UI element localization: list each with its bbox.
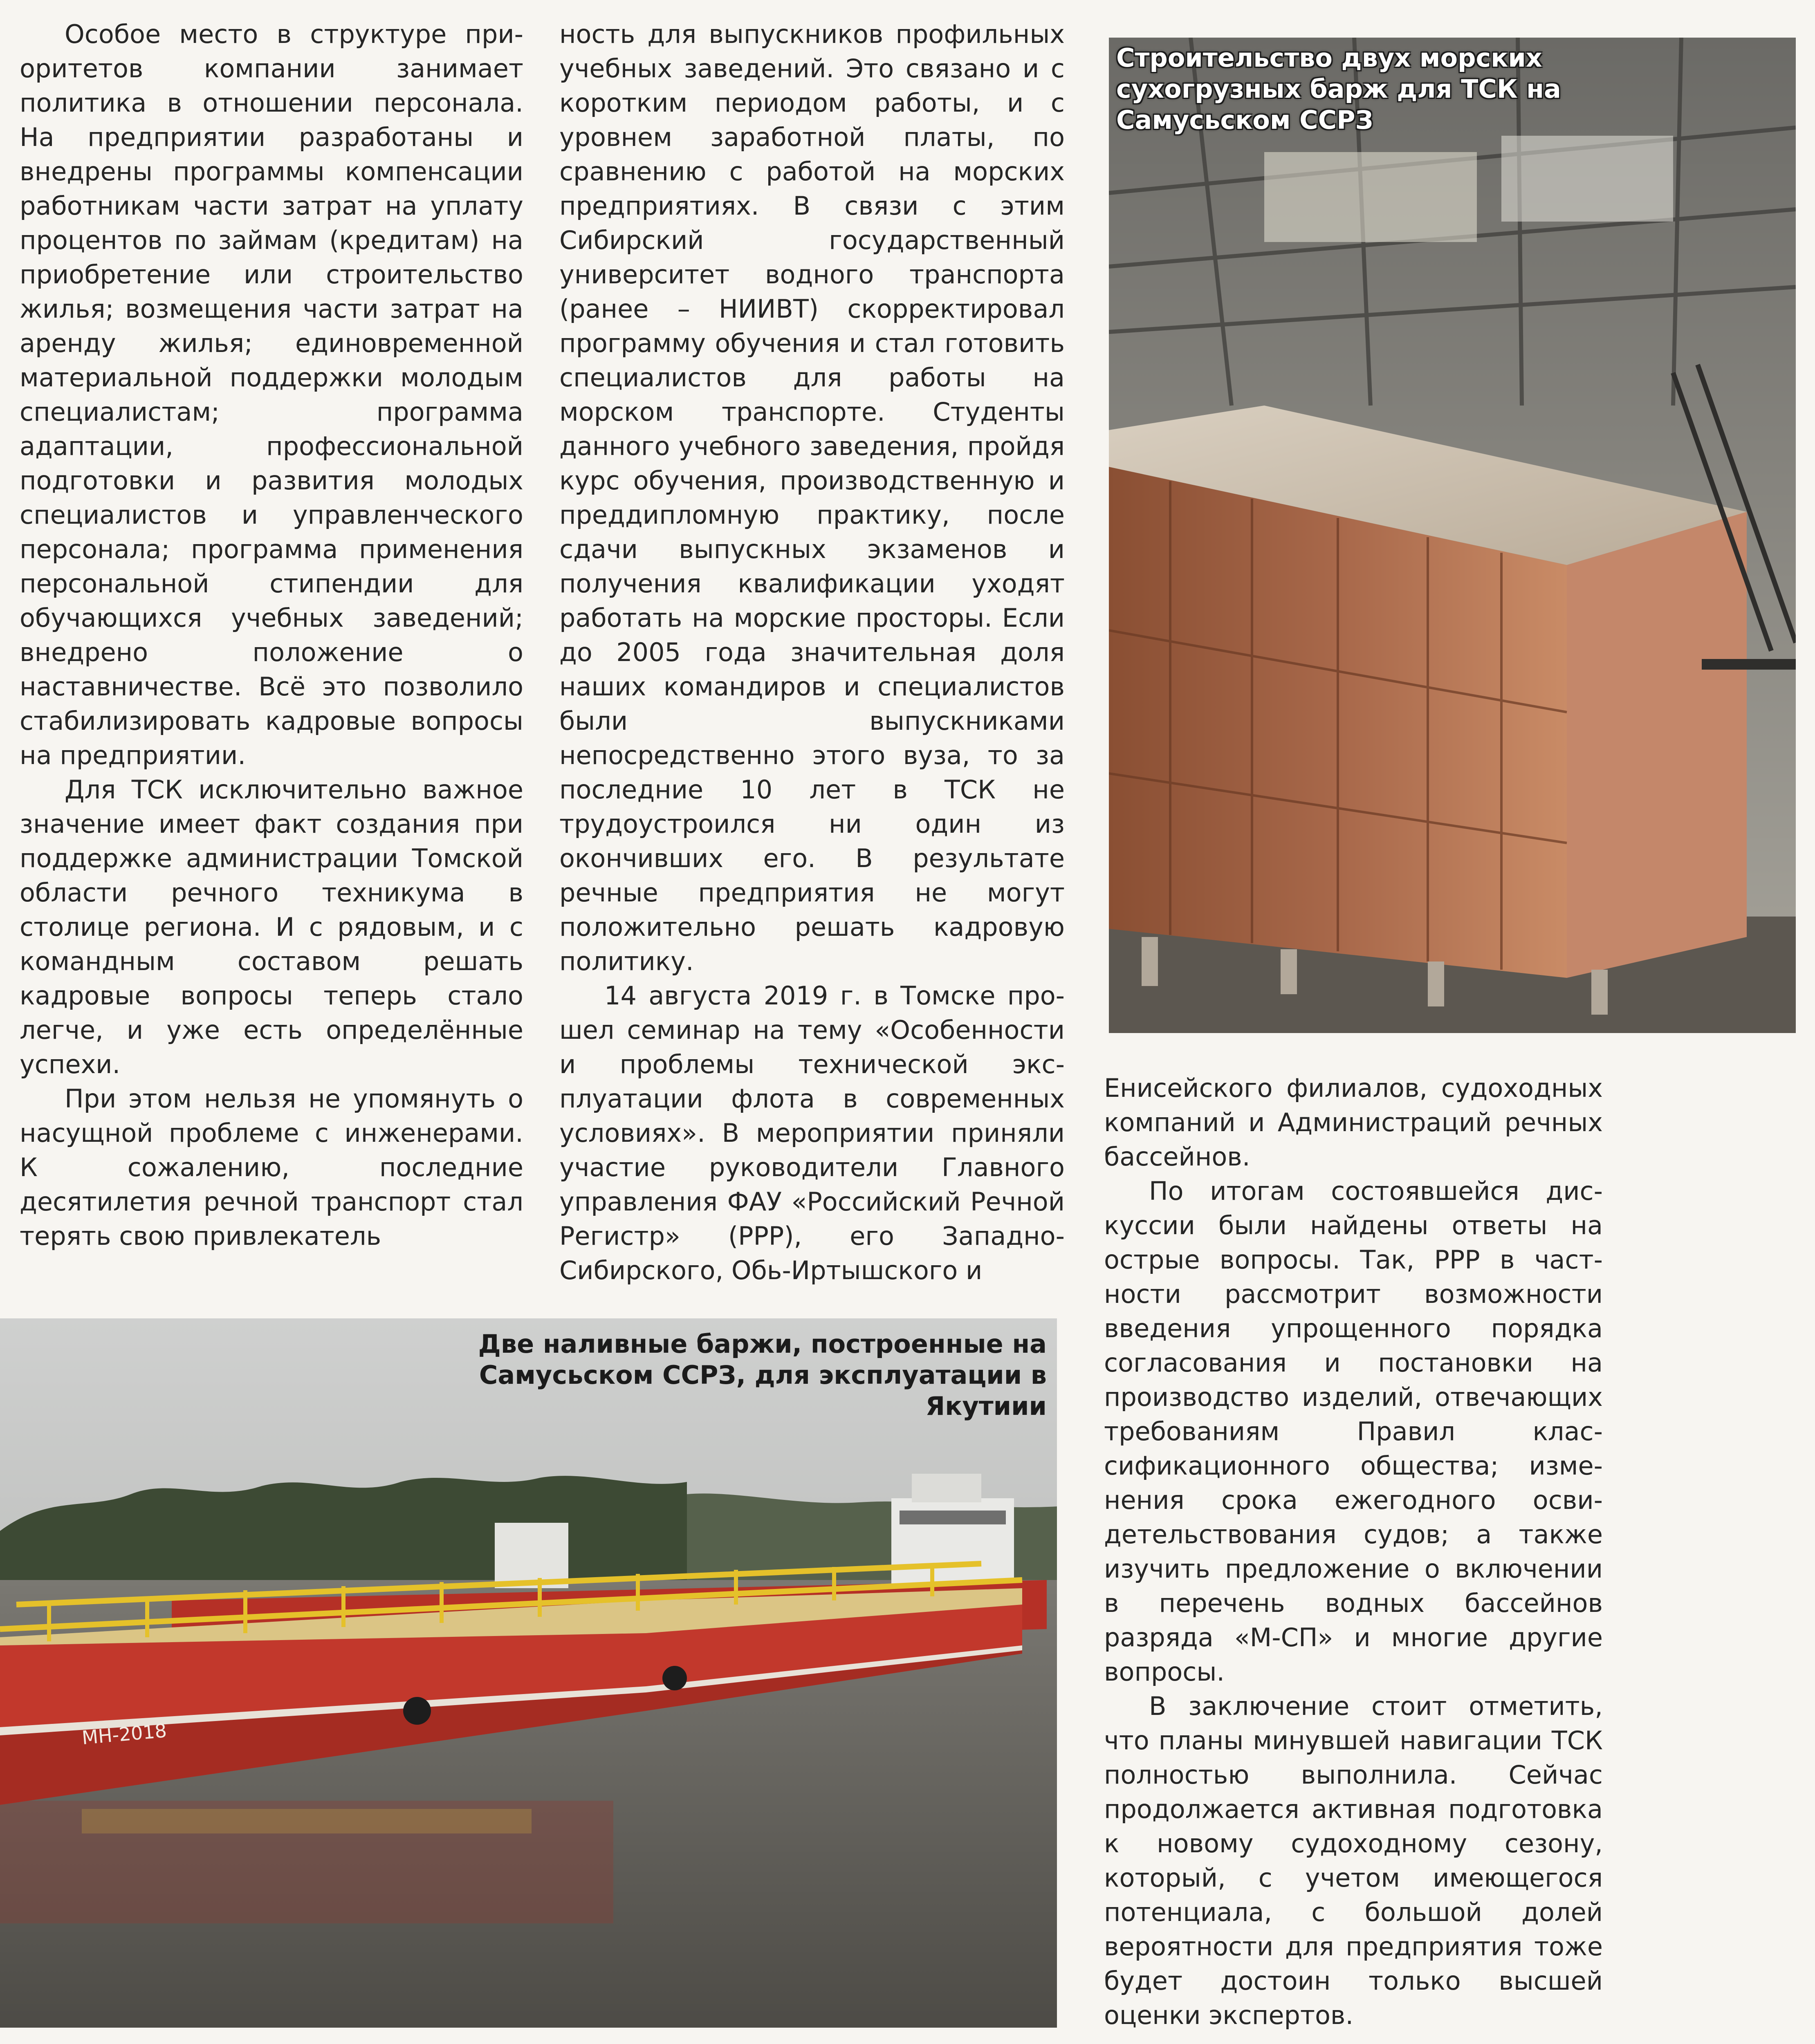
paragraph: По итогам состоявшейся дискуссии были найдены ответы на острые вопросы. Так, РРР в частности рассмотрит возможности введения упрощенного порядка согласования и постановки на производство изделий, отвечающих требованиям Правил классификационного общества; изменения срока ежегодного освидетельствования судов; а также изучить предложение о включении в перечень водных бассейнов разряда «М-СП» и многие другие вопросы. — [1104, 1176, 1603, 1687]
article-column-1 — [20, 17, 523, 1253]
barges-photo-caption: Две наливные баржи, построенные на Самусьском ССРЗ, для эксплуатации в Якутиии — [478, 1329, 1047, 1421]
paragraph: Для ТСК исключительно важное значение имеет факт создания при поддержке администрации Томской области речного техникума в столице региона. И с рядовым, и с командным составом решать кадровые вопросы теперь стало легче, и уже есть определённые успехи. — [20, 775, 523, 1079]
paragraph: 14 августа 2019 г. в Томске прошел семинар на тему «Особенности и проблемы технической эксплуатации флота в современных условиях». В мероприятии приняли участие руководители Главного управления ФАУ «Российский Речной Регистр» (РРР), его Западно-Сибирского, Обь-Иртышского и — [559, 981, 1065, 1285]
paragraph: Енисейского филиалов, судоходных компаний и Администраций речных бассейнов. — [1104, 1073, 1603, 1172]
paragraph: При этом нельзя не упомянуть о насущной проблеме с инженерами. К сожалению, последние десятилетия речной транспорт стал терять свою привлекатель — [20, 1084, 523, 1251]
factory-illustration — [1109, 38, 1796, 1033]
article-column-3 — [1104, 1071, 1603, 2033]
article-column-2 — [559, 17, 1065, 1288]
paragraph: ность для выпускников профильных учебных заведений. Это связано и с коротким периодом работы, и с уровнем заработной платы, по сравнению с работой на морских предприятиях. В связи с этим Сибирский государственный университет водного транспорта (ранее – НИИВТ) скорректировал программу обучения и стал готовить специалистов для работы на морском транспорте. Студенты данного учебного заведения, пройдя курс обучения, производственную и преддипломную практику, после сдачи выпускных экзаменов и получения квалификации уходят работать на морские просторы. Если до 2005 года значительная доля наших командиров и специалистов были выпускниками непосредственно этого вуза, то за последние 10 лет в ТСК не трудоустроился ни один из окончивших его. В результате речные предприятия не могут положительно решать кадровую политику. — [559, 19, 1065, 976]
barges-illustration — [0, 1318, 1057, 2028]
hull-marking: МН-2018 — [81, 1719, 168, 1749]
paragraph: Особое место в структуре приоритетов компании занимает политика в отношении персонала. На предприятии разработаны и внедрены программы компенсации работникам части затрат на уплату процентов по займам (кредитам) на приобретение или строительство жилья; возмещения части затрат на аренду жилья; единовременной материальной поддержки молодым специалистам; программа адаптации, профессиональной подготовки и развития молодых специалистов и управленческого персонала; программа применения персональной стипендии для обучающихся учебных заведений; внедрено положение о наставничестве. Всё это позволило стабилизировать кадровые вопросы на предприятии. — [20, 19, 523, 770]
factory-barge-photo — [1109, 38, 1796, 1033]
tanker-barges-photo — [0, 1318, 1057, 2028]
paragraph: В заключение стоит отметить, что планы минувшей навигации ТСК полностью выполнила. Сейчас продолжается активная подготовка к новому судоходному сезону, который, с учетом имеющегося потенциала, с большой долей вероятности для предприятия тоже будет достоин только высшей оценки экспертов. — [1104, 1691, 1603, 2030]
factory-photo-caption: Строительство двух морских сухогрузных барж для ТСК на Самусьском ССРЗ — [1116, 43, 1561, 135]
